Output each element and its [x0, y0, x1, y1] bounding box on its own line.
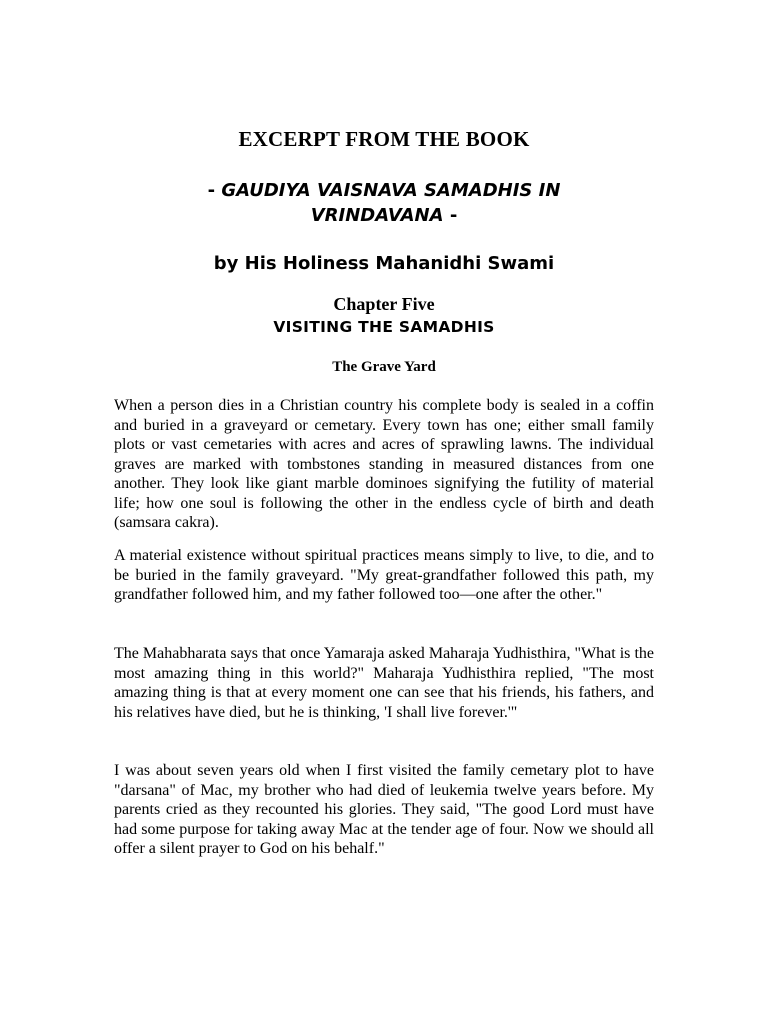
- chapter-title: VISITING THE SAMADHIS: [273, 318, 495, 336]
- book-title-suffix: -: [443, 205, 458, 226]
- author-line: by His Holiness Mahanidhi Swami: [213, 253, 555, 274]
- section-title: The Grave Yard: [332, 359, 436, 375]
- main-title: EXCERPT FROM THE BOOK: [238, 127, 530, 151]
- paragraph-3: The Mahabharata says that once Yamaraja asked Maharaja Yudhisthira, "What is the most amazing thing in this world?" Maharaja Yudhisthira replied, "The most amazing thing is that at every moment one can see that his friends, his fathers, and his relatives have died, but he is thinking, 'I shall live forever.'": [114, 645, 654, 721]
- book-title-name: GAUDIYA VAISNAVA SAMADHIS IN VRINDAVANA: [221, 180, 561, 226]
- chapter-number: Chapter Five: [333, 294, 435, 314]
- book-title-prefix: -: [207, 180, 222, 201]
- paragraph-4: I was about seven years old when I first visited the family cemetary plot to have "darsana" of Mac, my brother who had died of leukemia twelve years before. My parents cried as they recounted his glories. They said, "The good Lord must have had some purpose for taking away Mac at the tender age of four. Now we should all offer a silent prayer to God on his behalf.": [114, 762, 654, 857]
- paragraph-2: A material existence without spiritual practices means simply to live, to die, and to be buried in the family graveyard. "My great-grandfather followed this path, my grandfather followed him, and my father followed too—one after the other.": [114, 547, 654, 603]
- book-title: [140, 178, 628, 228]
- paragraph-1: When a person dies in a Christian country his complete body is sealed in a coffin and buried in a graveyard or cemetary. Every town has one; either small family plots or vast cemetaries with acres and acres of sprawling lawns. The individual graves are marked with tombstones standing in measured distances from one another. They look like giant marble dominoes signifying the futility of material life; how one soul is following the other in the endless cycle of birth and death (samsara cakra).: [114, 397, 654, 531]
